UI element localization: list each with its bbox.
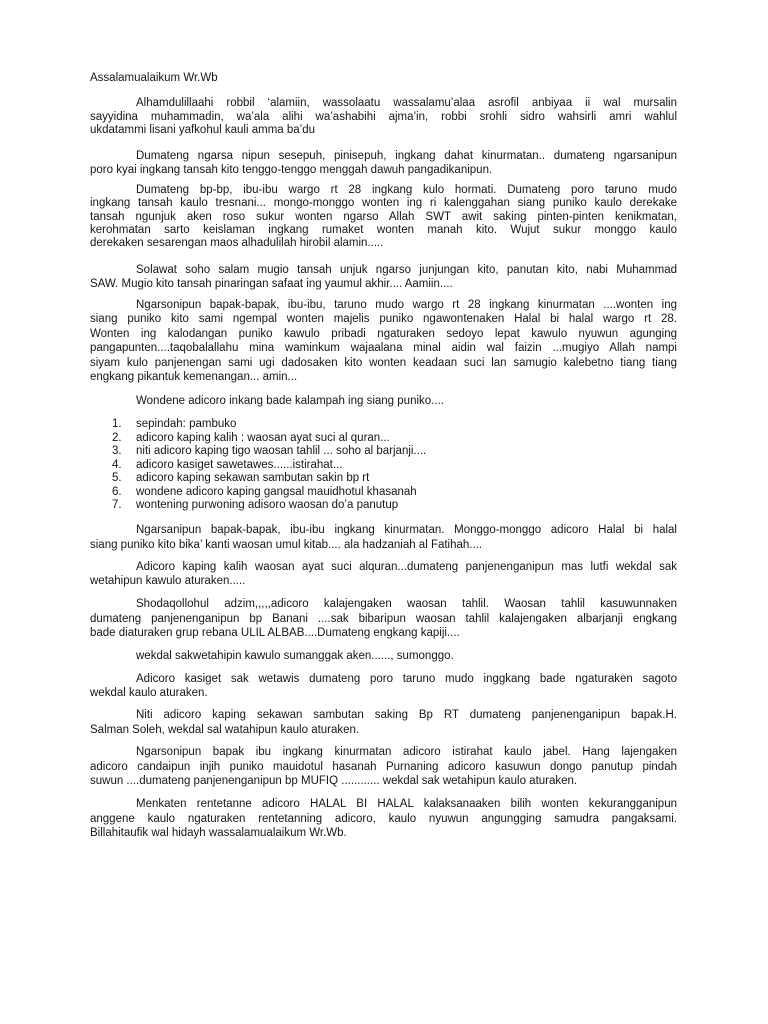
- paragraph-line: bade diaturaken grup rebana ULIL ALBAB....Dumateng engkang kapiji....: [90, 627, 460, 639]
- paragraph-residents: [90, 184, 677, 250]
- agenda-item: [90, 459, 677, 473]
- paragraph-line: siang puniko kito sami ngempal wonten majelis puniko ngawontenaken Halal bi halal wargo rt 28.: [90, 313, 677, 326]
- paragraph-elders: [90, 150, 677, 177]
- paragraph-line: anggene kaulo ngaturaken rentetanning adicoro, kaulo nyuwun angungging samudra pangaksami.: [90, 812, 677, 825]
- paragraph-tahlil: [90, 597, 677, 641]
- greeting-title: Assalamualaikum Wr.Wb: [90, 72, 218, 84]
- paragraph-line: ukdatammi lisani yafkohul kauli amma ba’du: [90, 124, 315, 136]
- paragraph-line: Niti adicoro kaping sekawan sambutan saking Bp RT dumateng panjenenganipun bapak.H.: [136, 709, 677, 721]
- paragraph-line: ingkang tansah kaulo tresnani... mongo-monggo wonten ing ri kalenggahan siang puniko kaulo derekake: [90, 197, 677, 210]
- paragraph-line: engkang pikantuk kemenangan... amin...: [90, 370, 298, 383]
- agenda-item-text: adicoro kaping kalih : waosan ayat suci al quran...: [136, 431, 390, 444]
- paragraph-line: dumateng panjenenganipun bp Banani ....sak bibaripun waosan tahlil kalajengaken albarjanji engkang: [90, 612, 677, 625]
- paragraph-halal-bi-halal: [90, 298, 677, 384]
- agenda-item-number: 3.: [112, 445, 122, 457]
- agenda-item: [90, 418, 677, 432]
- paragraph-line: Billahitaufik wal hidayh wassalamualaikum Wr.Wb.: [90, 827, 347, 839]
- paragraph-line: wekdal sakwetahipin kawulo sumanggak aken......, sumonggo.: [136, 650, 454, 662]
- paragraph-line: suwun ....dumateng panjenenganipun bp MUFIQ ............ wekdal sak wetahipun kaulo aturaken.: [90, 775, 578, 787]
- agenda-item-number: 5.: [112, 472, 122, 484]
- agenda-item: [90, 445, 677, 459]
- paragraph-opening-praise: [90, 97, 677, 138]
- paragraph-line: Wondene adicoro inkang bade kalampah ing siang puniko....: [136, 395, 444, 407]
- paragraph-line: poro kyai ingkang tansah kito tenggo-tenggo menggah dawuh pangadikanipun.: [90, 163, 493, 176]
- agenda-item-number: 2.: [112, 431, 122, 444]
- paragraph-line: Dumateng bp-bp, ibu-ibu wargo rt 28 ingkang kulo hormati. Dumateng poro taruno mudo: [136, 184, 677, 196]
- agenda-item-text: adicoro kasiget sawetawes......istirahat...: [136, 458, 343, 471]
- paragraph-line: kerohmatan sarto keislaman ingkang rumaket wonten manah kito. Wujut sukur monggo kaulo: [90, 223, 677, 236]
- agenda-item-number: 1.: [112, 418, 122, 430]
- paragraph-line: sayyidina muhammadin, wa’ala alihi wa’ashabihi ajma’in, robbi srohli sidro wahsirli amri wahlul: [90, 110, 677, 123]
- agenda-item: [90, 486, 677, 500]
- paragraph-quran-recital: [90, 560, 677, 588]
- agenda-item: [90, 432, 677, 446]
- paragraph-line: Ngarsonipun bapak-bapak, ibu-ibu, taruno mudo wargo rt 28 ingkang kinurmatan ....wonten ing: [136, 299, 677, 311]
- agenda-item-text: wondene adicoro kaping gangsal mauidhotul khasanah: [136, 485, 417, 498]
- paragraph-line: tansah ngunjuk aken roso sukur wonten ngarso Allah SWT awit saking pinten-pinten kenikmatan,: [90, 210, 677, 223]
- paragraph-invitation: [90, 649, 677, 663]
- paragraph-line: pangapunten....taqobalallahu mina waminkum wajaalana minal aidin wal faizin ...mugiyo Allah nampi: [90, 342, 677, 355]
- paragraph-line: Solawat soho salam mugio tansah unjuk ngarso junjungan kito, panutan kito, nabi Muhammad: [136, 264, 677, 276]
- paragraph-line: wekdal kaulo aturaken.: [90, 687, 208, 699]
- paragraph-line: SAW. Mugio kito tansah pinaringan safaat ing yaumul akhir.... Aamiin....: [90, 277, 453, 290]
- paragraph-line: Shodaqollohul adzim,,,,,adicoro kalajengaken waosan tahlil. Waosan tahlil kasuwunnaken: [136, 598, 677, 610]
- agenda-item-text: adicoro kaping sekawan sambutan sakin bp rt: [136, 472, 370, 484]
- paragraph-line: Alhamdulillaahi robbil ‘alamiin, wassolaatu wassalamu’alaa asrofil anbiyaa ii wal mursalin: [136, 97, 677, 109]
- paragraph-line: Ngarsanipun bapak-bapak, ibu-ibu ingkang kinurmatan. Monggo-monggo adicoro Halal bi halal: [136, 524, 677, 536]
- agenda-item-number: 6.: [112, 485, 122, 498]
- paragraph-break-youth: [90, 672, 677, 700]
- paragraph-closing-prayer: [90, 745, 677, 789]
- paragraph-line: siyam kulo panjenengan sami ugi dadosaken kito wonten keadaan suci lan samugio kalebetno tiang tiang: [90, 356, 677, 369]
- agenda-item-number: 4.: [112, 458, 122, 471]
- paragraph-line: Adicoro kasiget sak wetawis dumateng poro taruno mudo inggkang bade ngaturaken sagoto: [136, 673, 677, 685]
- paragraph-closing: [90, 797, 677, 841]
- agenda-list: [90, 418, 677, 513]
- paragraph-rt-speech: [90, 708, 677, 737]
- paragraph-line: derekaken sesarengan maos alhadulilah hirobil alamin.....: [90, 237, 384, 250]
- paragraph-line: Wonten ing kalodangan puniko kawulo pribadi ngaturaken sedoyo lepat kawulo nyuwun agunging: [90, 327, 677, 340]
- paragraph-line: Dumateng ngarsa nipun sesepuh, pinisepuh, ingkang dahat kinurmatan.. dumateng ngarsanipun: [136, 150, 677, 162]
- paragraph-line: Salman Soleh, wekdal sal watahipun kaulo aturaken.: [90, 723, 360, 736]
- agenda-item-text: niti adicoro kaping tigo waosan tahlil ... soho al barjanji....: [136, 445, 427, 457]
- paragraph-line: siang puniko kito bika’ kanti waosan umul kitab.... ala hadzaniah al Fatihah....: [90, 538, 483, 551]
- agenda-item-text: wontening purwoning adisoro waosan do’a panutup: [136, 499, 399, 511]
- agenda-item: [90, 499, 677, 513]
- agenda-item-text: sepindah: pambuko: [136, 418, 237, 430]
- agenda-item-number: 7.: [112, 499, 122, 511]
- paragraph-solawat: [90, 264, 677, 291]
- paragraph-line: Menkaten rentetanne adicoro HALAL BI HALAL kalaksanaaken bilih wonten kekurangganipun: [136, 798, 677, 810]
- paragraph-line: Adicoro kaping kalih waosan ayat suci alquran...dumateng panjenenganipun mas lutfi wekdal sak: [136, 561, 677, 573]
- agenda-item: [90, 472, 677, 486]
- paragraph-line: wetahipun kawulo aturaken.....: [90, 575, 246, 587]
- paragraph-line: Ngarsonipun bapak ibu ingkang kinurmatan adicoro istirahat kaulo jabel. Hang lajengaken: [136, 746, 677, 758]
- paragraph-line: adicoro candaipun injih puniko mauidotul hasanah Purnaning adicoro kasuwun dongo panutup pindah: [90, 760, 677, 773]
- paragraph-agenda-intro: [90, 394, 677, 408]
- paragraph-opening-fatihah: [90, 523, 677, 552]
